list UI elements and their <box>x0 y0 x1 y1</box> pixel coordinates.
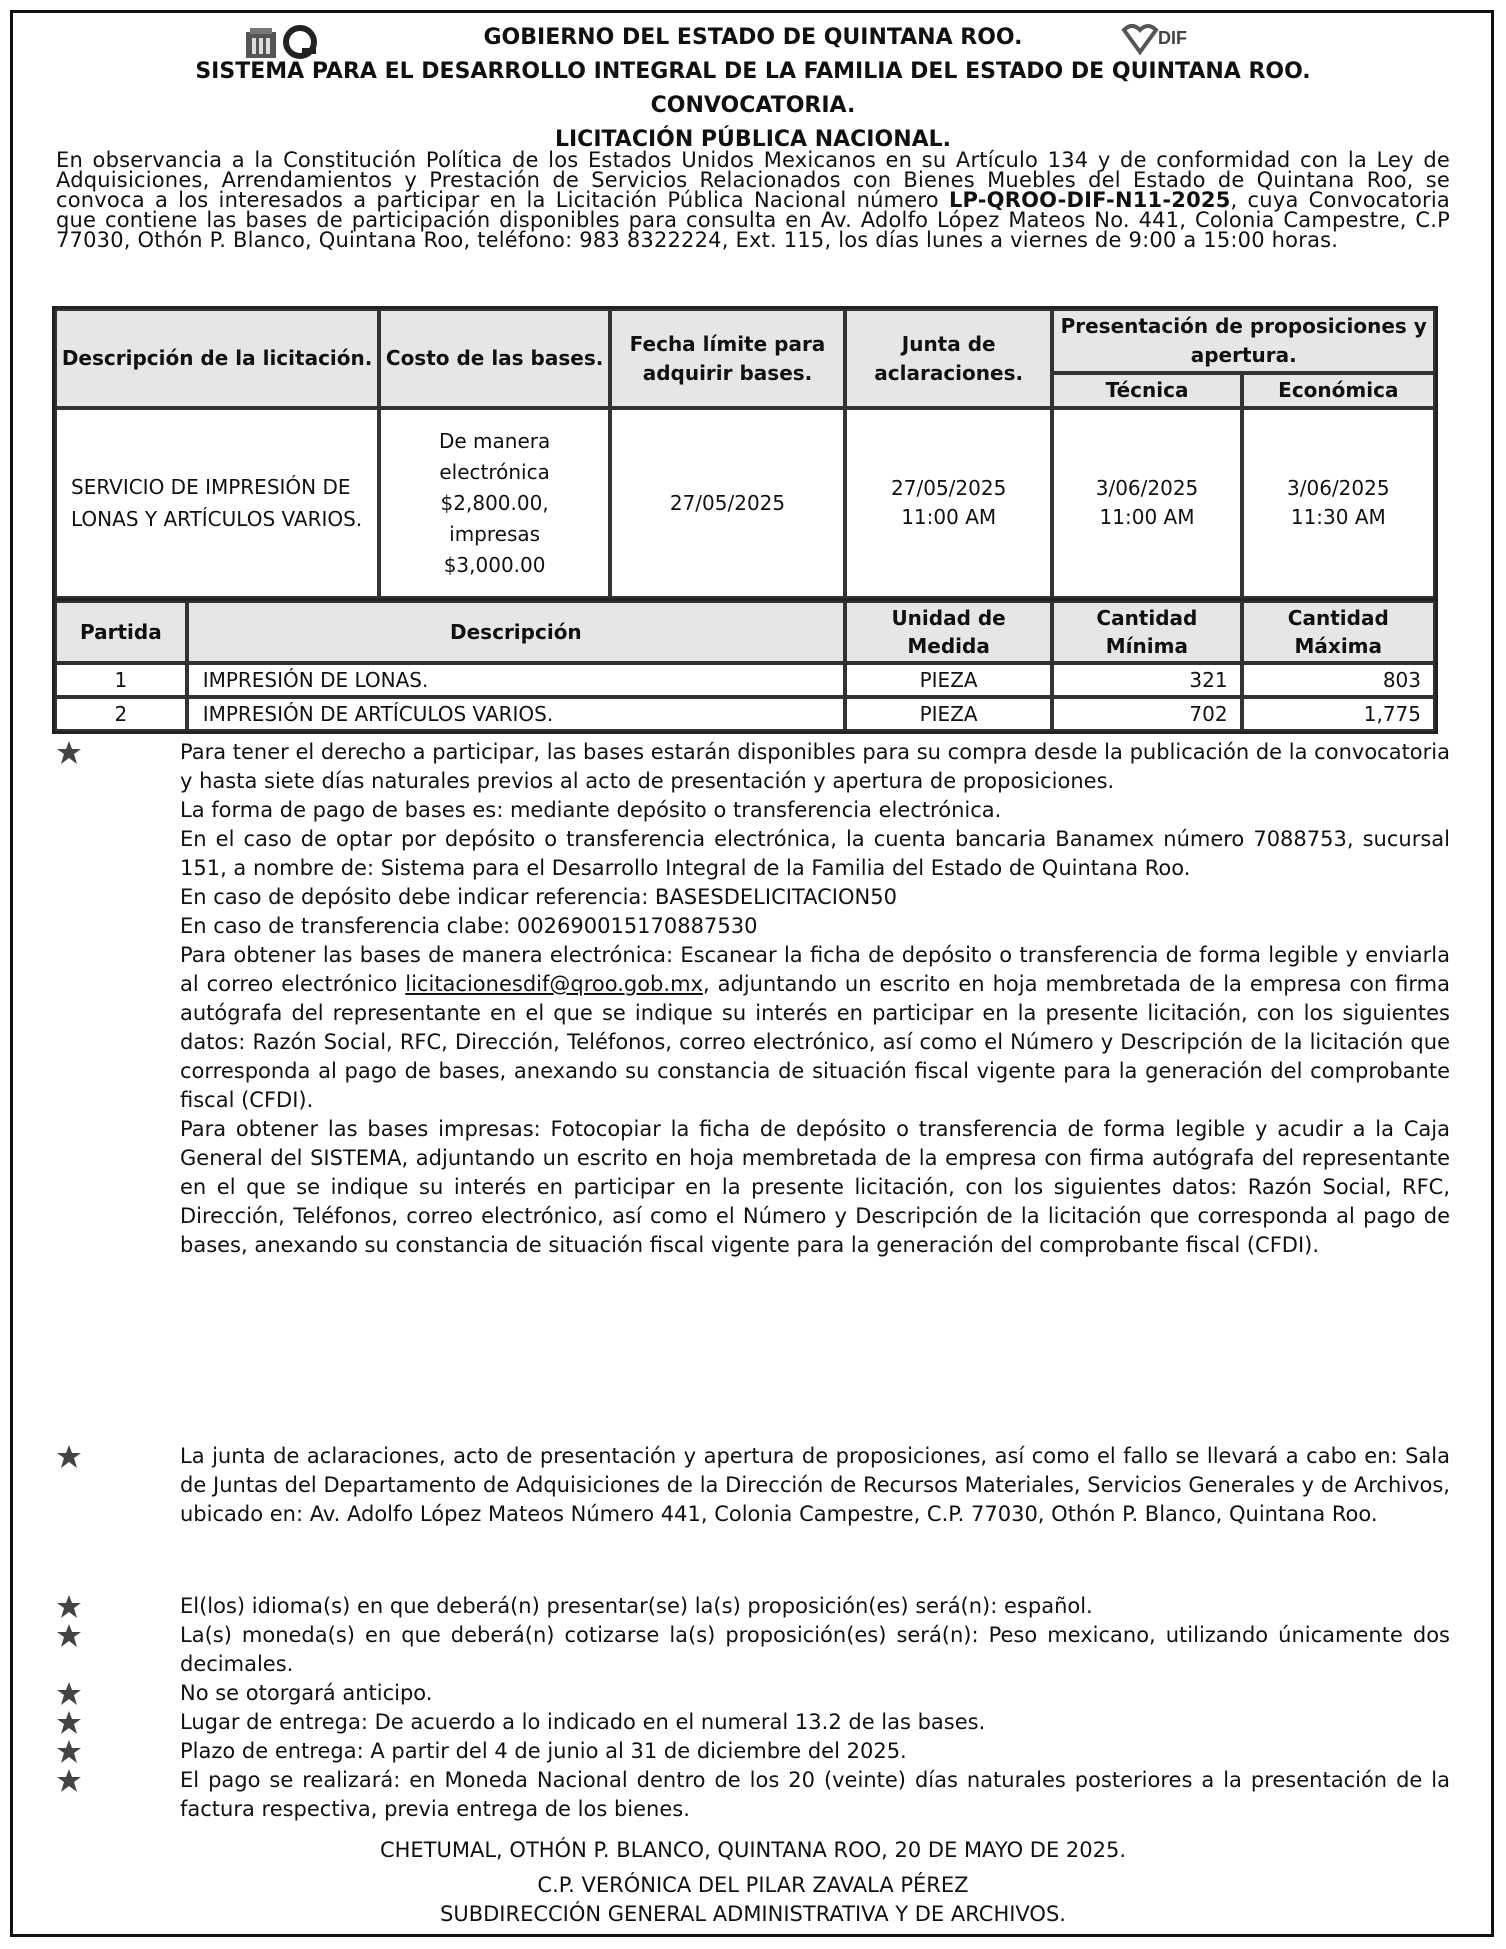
junta-text: La junta de aclaraciones, acto de presentación y apertura de proposiciones, así como el fallo se llevará a cabo en: Sala de Juntas del Departamento de Adquisiciones de la Dirección de Recursos Materiales, Servicios Generales y de Archivos, ubicado en: Av. Adolfo López Mateos Número 441, Colonia Campestre, C.P. 77030, Othón P. Blanco, Quintana Roo. <box>180 1444 1450 1526</box>
td-descripcion: SERVICIO DE IMPRESIÓN DE LONAS Y ARTÍCULOS VARIOS. <box>55 408 379 598</box>
td-tecnica <box>1052 408 1241 598</box>
signer-office: SUBDIRECCIÓN GENERAL ADMINISTRATIVA Y DE ARCHIVOS. <box>440 1902 1066 1926</box>
row-min: 321 <box>1052 663 1241 697</box>
costo-line-5: $3,000.00 <box>443 552 546 577</box>
junta-date: 27/05/2025 <box>891 476 1007 500</box>
star-bullet-icon <box>56 1681 82 1707</box>
row-partida: 1 <box>55 663 187 697</box>
th-presentacion: Presentación de proposiciones y apertura. <box>1052 309 1435 373</box>
bullet-plazo <box>180 1737 1450 1766</box>
bank-account: En el caso de optar por depósito o transferencia electrónica, la cuenta bancaria Banamex número 7088753, sucursal 151, a nombre de: Sistema para el Desarrollo Integral de la Familia del Estado de Quintana Roo. <box>180 827 1450 880</box>
economica-date: 3/06/2025 <box>1287 476 1390 500</box>
electronic-bases-text-2: , adjuntando un escrito en hoja membretada de la empresa con firma autógrafa del representante en el que se indique su interés en participar en la presente licitación, con los siguientes datos: Razón Social, RFC, Dirección, Teléfonos, correo electrónico, así como el Número y Descripción de la licitación que corresponda al pago de bases, anexando su constancia de situación fiscal vigente para la generación del comprobante fiscal (CFDI). <box>180 972 1450 1112</box>
intro-paragraph <box>56 150 1450 250</box>
th-costo-bases: Costo de las bases. <box>379 309 610 408</box>
costo-line-4: impresas <box>449 521 541 546</box>
row-max: 803 <box>1242 663 1435 697</box>
moneda-text: La(s) moneda(s) en que deberá(n) cotizarse la(s) proposición(es) será(n): Peso mexicano, utilizando únicamente dos decimales. <box>180 1623 1450 1676</box>
licitacion-number: LP-QROO-DIF-N11-2025 <box>948 188 1231 212</box>
header-system: SISTEMA PARA EL DESARROLLO INTEGRAL DE LA FAMILIA DEL ESTADO DE QUINTANA ROO. <box>195 59 1311 84</box>
bullet-junta <box>180 1442 1450 1529</box>
costo-line-3: $2,800.00, <box>440 490 549 515</box>
th-junta-aclaraciones: Junta de aclaraciones. <box>845 309 1052 408</box>
electronic-bases-text-1: Para obtener las bases de manera electrónica: Escanear la ficha de depósito o transferencia de forma legible y enviarla al correo electrónico <box>180 943 1450 996</box>
bullet-pago <box>180 1766 1450 1824</box>
td-economica <box>1242 408 1435 598</box>
bullet-lugar <box>180 1708 1450 1737</box>
row-unidad: PIEZA <box>845 663 1052 697</box>
th-descripcion-licitacion: Descripción de la licitación. <box>55 309 379 408</box>
junta-time: 11:00 AM <box>901 505 997 529</box>
th-tecnica: Técnica <box>1052 373 1241 408</box>
header-licitacion: LICITACIÓN PÚBLICA NACIONAL. <box>554 127 952 152</box>
idioma-text: El(los) idioma(s) en que deberá(n) presentar(se) la(s) proposición(es) será(n): español. <box>180 1594 1093 1618</box>
table-row <box>55 663 1435 697</box>
th-economica: Económica <box>1242 373 1435 408</box>
row-descripcion: IMPRESIÓN DE ARTÍCULOS VARIOS. <box>187 697 845 731</box>
th-fecha-limite: Fecha límite para adquirir bases. <box>610 309 845 408</box>
tecnica-date: 3/06/2025 <box>1095 476 1199 500</box>
payment-method: La forma de pago de bases es: mediante depósito o transferencia electrónica. <box>180 798 1002 822</box>
star-bullet-icon <box>56 1739 82 1765</box>
th-unidad: Unidad de Medida <box>845 601 1052 663</box>
star-bullet-icon <box>56 1594 82 1620</box>
star-bullet-icon <box>56 740 82 766</box>
plazo-text: Plazo de entrega: A partir del 4 de junio al 31 de diciembre del 2025. <box>180 1739 907 1763</box>
row-max: 1,775 <box>1242 697 1435 731</box>
td-junta <box>845 408 1052 598</box>
star-bullet-icon <box>56 1623 82 1649</box>
tecnica-time: 11:00 AM <box>1099 505 1195 529</box>
bullet-idioma <box>180 1592 1450 1621</box>
intro-text-1: En observancia a la Constitución Política de los Estados Unidos Mexicanos en su Artículo 134 y de conformidad con la Ley de Adquisiciones, Arrendamientos y Prestación de Servicios Relacionados con Bienes Muebles del Estado de Quintana Roo, se convoca a los interesados a participar en la Licitación Pública Nacional número <box>56 148 1450 212</box>
bullet-bases-block <box>180 738 1450 1260</box>
costo-line-1: De manera <box>438 428 551 453</box>
transfer-clabe: En caso de transferencia clabe: 002690015170887530 <box>180 914 758 938</box>
pago-text: El pago se realizará: en Moneda Nacional dentro de los 20 (veinte) días naturales posteriores a la presentación de la factura respectiva, previa entrega de los bienes. <box>180 1768 1450 1821</box>
th-descripcion: Descripción <box>187 601 845 663</box>
row-partida: 2 <box>55 697 187 731</box>
star-bullet-icon <box>56 1444 82 1470</box>
table-row <box>55 697 1435 731</box>
td-fecha-limite: 27/05/2025 <box>610 408 845 598</box>
th-cantidad-maxima: Cantidad Máxima <box>1242 601 1435 663</box>
row-min: 702 <box>1052 697 1241 731</box>
star-bullet-icon <box>56 1768 82 1794</box>
costo-line-2: electrónica <box>439 459 550 484</box>
lugar-text: Lugar de entrega: De acuerdo a lo indicado en el numeral 13.2 de las bases. <box>180 1710 986 1734</box>
printed-bases: Para obtener las bases impresas: Fotocopiar la ficha de depósito o transferencia de forma legible y acudir a la Caja General del SISTEMA, adjuntando un escrito en hoja membretada de la empresa con firma autógrafa del representante en el que se indique su interés en participar en la presente licitación, con los siguientes datos: Razón Social, RFC, Dirección, Teléfonos, correo electrónico, así como el Número y Descripción de la licitación que corresponda al pago de bases, anexando su constancia de situación fiscal vigente para la generación del comprobante fiscal (CFDI). <box>180 1117 1450 1257</box>
partidas-table <box>52 598 1438 734</box>
row-descripcion: IMPRESIÓN DE LONAS. <box>187 663 845 697</box>
signer-name: C.P. VERÓNICA DEL PILAR ZAVALA PÉREZ <box>537 1873 969 1897</box>
deposit-reference: En caso de depósito debe indicar referencia: BASESDELICITACION50 <box>180 885 897 909</box>
header-government: GOBIERNO DEL ESTADO DE QUINTANA ROO. <box>483 25 1023 50</box>
header-convocatoria: CONVOCATORIA. <box>650 93 856 118</box>
row-unidad: PIEZA <box>845 697 1052 731</box>
anticipo-text: No se otorgará anticipo. <box>180 1681 433 1705</box>
th-cantidad-minima: Cantidad Mínima <box>1052 601 1241 663</box>
bullet-anticipo <box>180 1679 1450 1708</box>
td-costo <box>379 408 610 598</box>
economica-time: 11:30 AM <box>1290 505 1386 529</box>
bullet-moneda <box>180 1621 1450 1679</box>
th-partida: Partida <box>55 601 187 663</box>
dif-logo-text: DIF <box>1158 28 1187 48</box>
place-date: CHETUMAL, OTHÓN P. BLANCO, QUINTANA ROO, 20 DE MAYO DE 2025. <box>379 1838 1127 1862</box>
electronic-bases <box>180 941 1450 1115</box>
intro-text-2: , cuya Convocatoria que contiene las bases de participación disponibles para consulta en Av. Adolfo López Mateos No. 441, Colonia Campestre, C.P 77030, Othón P. Blanco, Quintana Roo, teléfono: 983 8322224, Ext. 115, los días lunes a viernes de 9:00 a 15:00 horas. <box>56 188 1450 252</box>
licitacion-table <box>52 306 1438 601</box>
bases-availability: Para tener el derecho a participar, las bases estarán disponibles para su compra desde la publicación de la convocatoria y hasta siete días naturales previos al acto de presentación y apertura de proposiciones. <box>180 740 1450 793</box>
email-link[interactable]: licitacionesdif@qroo.gob.mx <box>405 972 703 996</box>
star-bullet-icon <box>56 1710 82 1736</box>
